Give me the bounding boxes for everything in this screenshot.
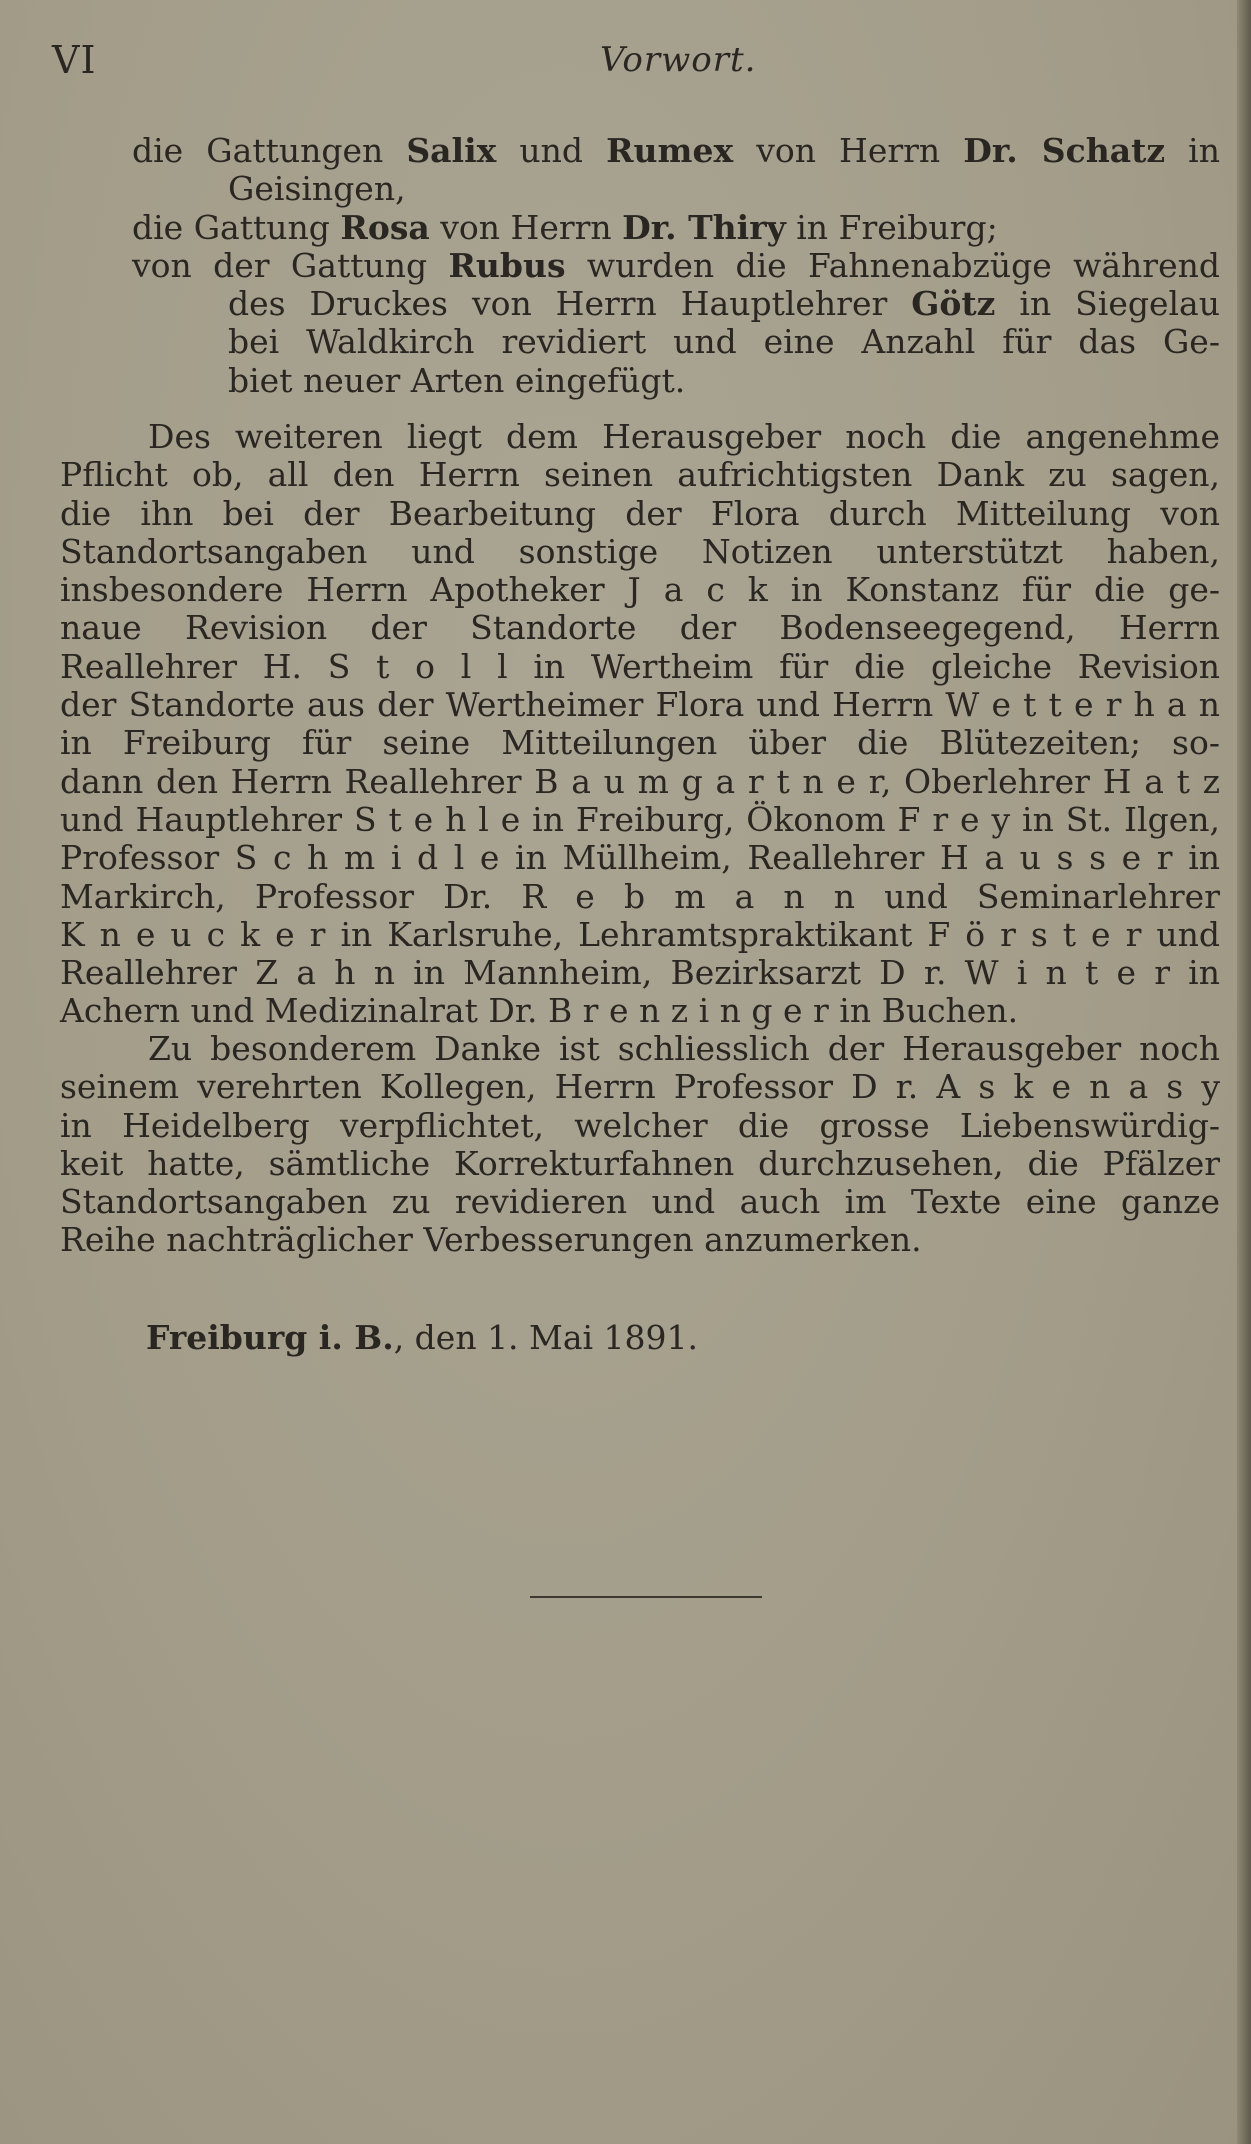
closing-rule — [530, 1596, 762, 1598]
list-line-4: von der Gattung Rubus wurden die Fahnenabzüge während — [132, 245, 1220, 285]
paragraph-line: in Freiburg für seine Mitteilungen über die Blütezeiten; so- — [60, 723, 1220, 763]
paragraph-line: Professor S c h m i d l e in Müllheim, Reallehrer H a u s s e r in — [60, 838, 1220, 878]
signature-place: Freiburg i. B. — [146, 1318, 394, 1357]
paragraph-line: Reihe nachträglicher Verbesserungen anzumerken. — [60, 1220, 922, 1260]
paragraph-line: Achern und Medizinalrat Dr. B r e n z i n g e r in Buchen. — [60, 991, 1019, 1031]
signature-date: , den 1. Mai 1891. — [393, 1318, 699, 1357]
genus-rosa: Rosa — [340, 207, 430, 247]
paragraph-thanks — [60, 418, 1220, 1031]
list-line-5: des Druckes von Herrn Hauptlehrer Götz in Siegelau — [228, 284, 1220, 324]
paragraph-line: Pflicht ob, all den Herrn seinen aufrichtigsten Dank zu sagen, — [60, 455, 1220, 495]
list-line-2: Geisingen, — [228, 169, 406, 209]
paragraph-line: Standortsangaben zu revidieren und auch im Texte eine ganze — [60, 1182, 1220, 1222]
genus-rubus: Rubus — [448, 245, 566, 285]
paragraph-line: und Hauptlehrer S t e h l e in Freiburg, Ökonom F r e y in St. Ilgen, — [60, 799, 1220, 839]
paragraph-line: keit hatte, sämtliche Korrekturfahnen durchzusehen, die Pfälzer — [60, 1143, 1220, 1183]
paragraph-line: insbesondere Herrn Apotheker J a c k in Konstanz für die ge- — [60, 570, 1220, 610]
paragraph-line: Standortsangaben und sonstige Notizen unterstützt haben, — [60, 531, 1220, 571]
list-line-7: biet neuer Arten eingefügt. — [228, 360, 686, 400]
running-title: Vorwort. — [600, 40, 757, 80]
paragraph-line: Markirch, Professor Dr. R e b m a n n und Seminarlehrer — [60, 876, 1220, 916]
page-edge — [1237, 0, 1251, 2144]
paragraph-line: dann den Herrn Reallehrer B a u m g a r t n e r, Oberlehrer H a t z — [60, 761, 1220, 801]
paragraph-line: K n e u c k e r in Karlsruhe, Lehramtspraktikant F ö r s t e r und — [60, 914, 1220, 954]
page-header — [52, 38, 1222, 88]
signature-line — [146, 1318, 698, 1357]
list-line-6: bei Waldkirch revidiert und eine Anzahl für das Ge- — [228, 322, 1220, 362]
paragraph-askenasy — [60, 1030, 1220, 1260]
genus-salix: Salix — [406, 131, 497, 170]
name-schatz: Dr. Schatz — [963, 131, 1166, 170]
list-line-3: die Gattung Rosa von Herrn Dr. Thiry in Freiburg; — [132, 207, 998, 247]
editor-list — [60, 132, 1220, 400]
paragraph-line: in Heidelberg verpflichtet, welcher die grosse Liebenswürdig- — [60, 1105, 1220, 1145]
paragraph-line: die ihn bei der Bearbeitung der Flora durch Mitteilung von — [60, 493, 1220, 533]
genus-rumex: Rumex — [606, 131, 734, 170]
page-number: VI — [52, 38, 97, 82]
paragraph-line: Reallehrer H. S t o l l in Wertheim für die gleiche Revision — [60, 646, 1220, 686]
paragraph-line: der Standorte aus der Wertheimer Flora und Herrn W e t t e r h a n — [60, 685, 1220, 725]
paragraph-line: naue Revision der Standorte der Bodenseegegend, Herrn — [60, 608, 1220, 648]
paragraph-line: Reallehrer Z a h n in Mannheim, Bezirksarzt D r. W i n t e r in — [60, 953, 1220, 993]
list-line-1: die Gattungen Salix und Rumex von Herrn Dr. Schatz in — [132, 131, 1220, 170]
paragraph-line: Zu besonderem Danke ist schliesslich der Herausgeber noch — [148, 1029, 1220, 1068]
paragraph-line: seinem verehrten Kollegen, Herrn Professor D r. A s k e n a s y — [60, 1067, 1220, 1107]
name-goetz: Götz — [911, 284, 996, 324]
paragraph-line: Des weiteren liegt dem Herausgeber noch die angenehme — [148, 417, 1220, 456]
name-thiry: Dr. Thiry — [622, 207, 786, 247]
